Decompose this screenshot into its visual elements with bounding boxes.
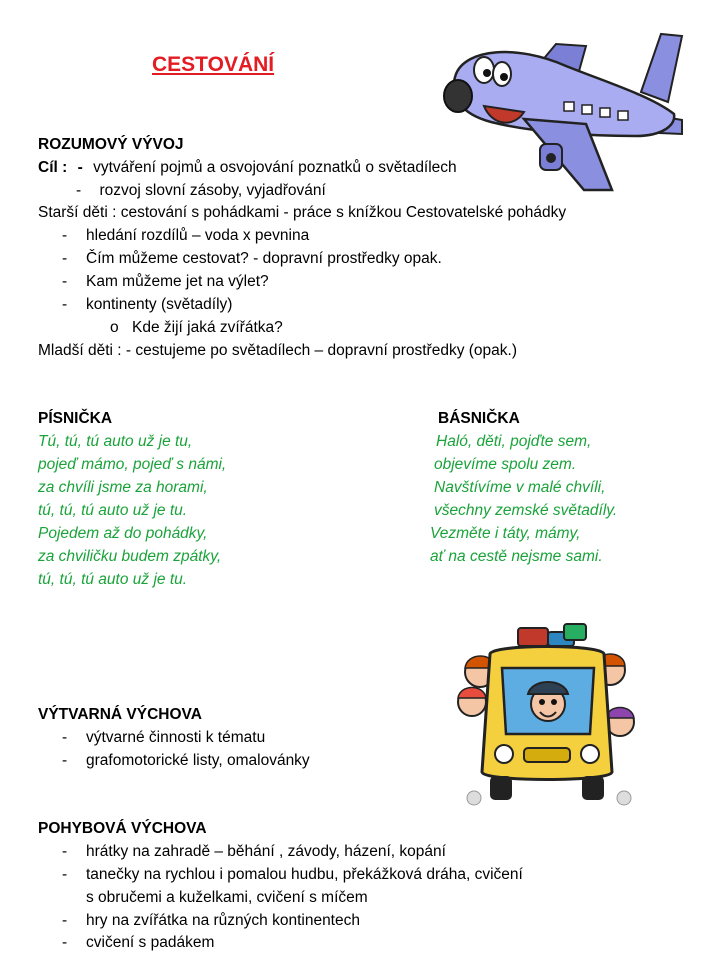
section-heading-art: VÝTVARNÁ VÝCHOVA: [38, 706, 202, 723]
sub-list-item-text: Kde žijí jaká zvířátka?: [132, 319, 283, 336]
bullet: -: [62, 227, 68, 244]
poem-line: objevíme spolu zem.: [434, 456, 577, 473]
list-item-text: tanečky na rychlou i pomalou hudbu, překážková dráha, cvičení: [86, 866, 523, 883]
section-heading-poem: BÁSNIČKA: [438, 410, 520, 427]
younger-children-line: Mladší děti : - cestujeme po světadílech – dopravní prostředky (opak.): [38, 342, 518, 359]
poem-line: Vezměte i táty, mámy,: [430, 525, 581, 542]
list-item: [62, 294, 233, 316]
goal-dash: -: [77, 159, 83, 176]
bullet: -: [62, 273, 68, 290]
bullet: -: [62, 843, 68, 860]
list-item: [62, 864, 523, 886]
song-line: za chviličku budem zpátky,: [38, 548, 222, 565]
goal-sub-dash: -: [76, 182, 82, 199]
song-line: tú, tú, tú auto už je tu.: [38, 571, 188, 588]
bullet: -: [62, 752, 68, 769]
page-title: CESTOVÁNÍ: [152, 53, 275, 76]
bullet: -: [62, 934, 68, 951]
list-item: [62, 248, 442, 270]
goal-label: Cíl :: [38, 159, 68, 176]
list-item: [62, 750, 310, 772]
older-children-line: Starší děti : cestování s pohádkami - práce s knížkou Cestovatelské pohádky: [38, 204, 567, 221]
bullet: -: [62, 729, 68, 746]
list-item-text: Čím můžeme cestovat? - dopravní prostředky opak.: [86, 250, 442, 267]
cartoon-bus-icon: [452, 622, 642, 814]
list-item: [62, 271, 269, 293]
goal-subline: [76, 180, 326, 202]
list-item: [62, 932, 215, 954]
list-item-continuation: s obručemi a kuželkami, cvičení s míčem: [86, 889, 368, 906]
bullet: -: [62, 250, 68, 267]
song-line: pojeď mámo, pojeď s námi,: [38, 456, 227, 473]
cartoon-airplane-icon: [436, 4, 688, 194]
circle-bullet: o: [110, 319, 119, 336]
goal-sub-text: rozvoj slovní zásoby, vyjadřování: [99, 182, 326, 199]
list-item-text: hry na zvířátka na různých kontinentech: [86, 912, 360, 929]
section-heading-movement: POHYBOVÁ VÝCHOVA: [38, 820, 207, 837]
list-item-text: hrátky na zahradě – běhání , závody, házení, kopání: [86, 843, 446, 860]
goal-line: [38, 157, 457, 179]
song-line: tú, tú, tú auto už je tu.: [38, 502, 188, 519]
bullet: -: [62, 296, 68, 313]
section-heading-song: PÍSNIČKA: [38, 410, 113, 427]
poem-line: ať na cestě nejsme sami.: [430, 548, 603, 565]
poem-line: Haló, děti, pojďte sem,: [436, 433, 592, 450]
list-item: [62, 727, 266, 749]
song-line: za chvíli jsme za horami,: [38, 479, 208, 496]
list-item-text: hledání rozdílů – voda x pevnina: [86, 227, 310, 244]
poem-line: Navštívíme v malé chvíli,: [434, 479, 606, 496]
list-item: [62, 225, 310, 247]
list-item-text: kontinenty (světadíly): [86, 296, 233, 313]
song-line: Pojedem až do pohádky,: [38, 525, 208, 542]
bullet: -: [62, 866, 68, 883]
poem-line: všechny zemské světadíly.: [434, 502, 618, 519]
sub-list-item: [110, 317, 283, 339]
bullet: -: [62, 912, 68, 929]
song-line: Tú, tú, tú auto už je tu,: [38, 433, 193, 450]
list-item-text: grafomotorické listy, omalovánky: [86, 752, 310, 769]
section-heading-rozumovy: ROZUMOVÝ VÝVOJ: [38, 136, 184, 153]
goal-text: vytváření pojmů a osvojování poznatků o světadílech: [93, 159, 457, 176]
list-item-text: cvičení s padákem: [86, 934, 215, 951]
list-item: [62, 910, 360, 932]
list-item-text: Kam můžeme jet na výlet?: [86, 273, 269, 290]
list-item: [62, 841, 446, 863]
list-item-text: výtvarné činnosti k tématu: [86, 729, 266, 746]
